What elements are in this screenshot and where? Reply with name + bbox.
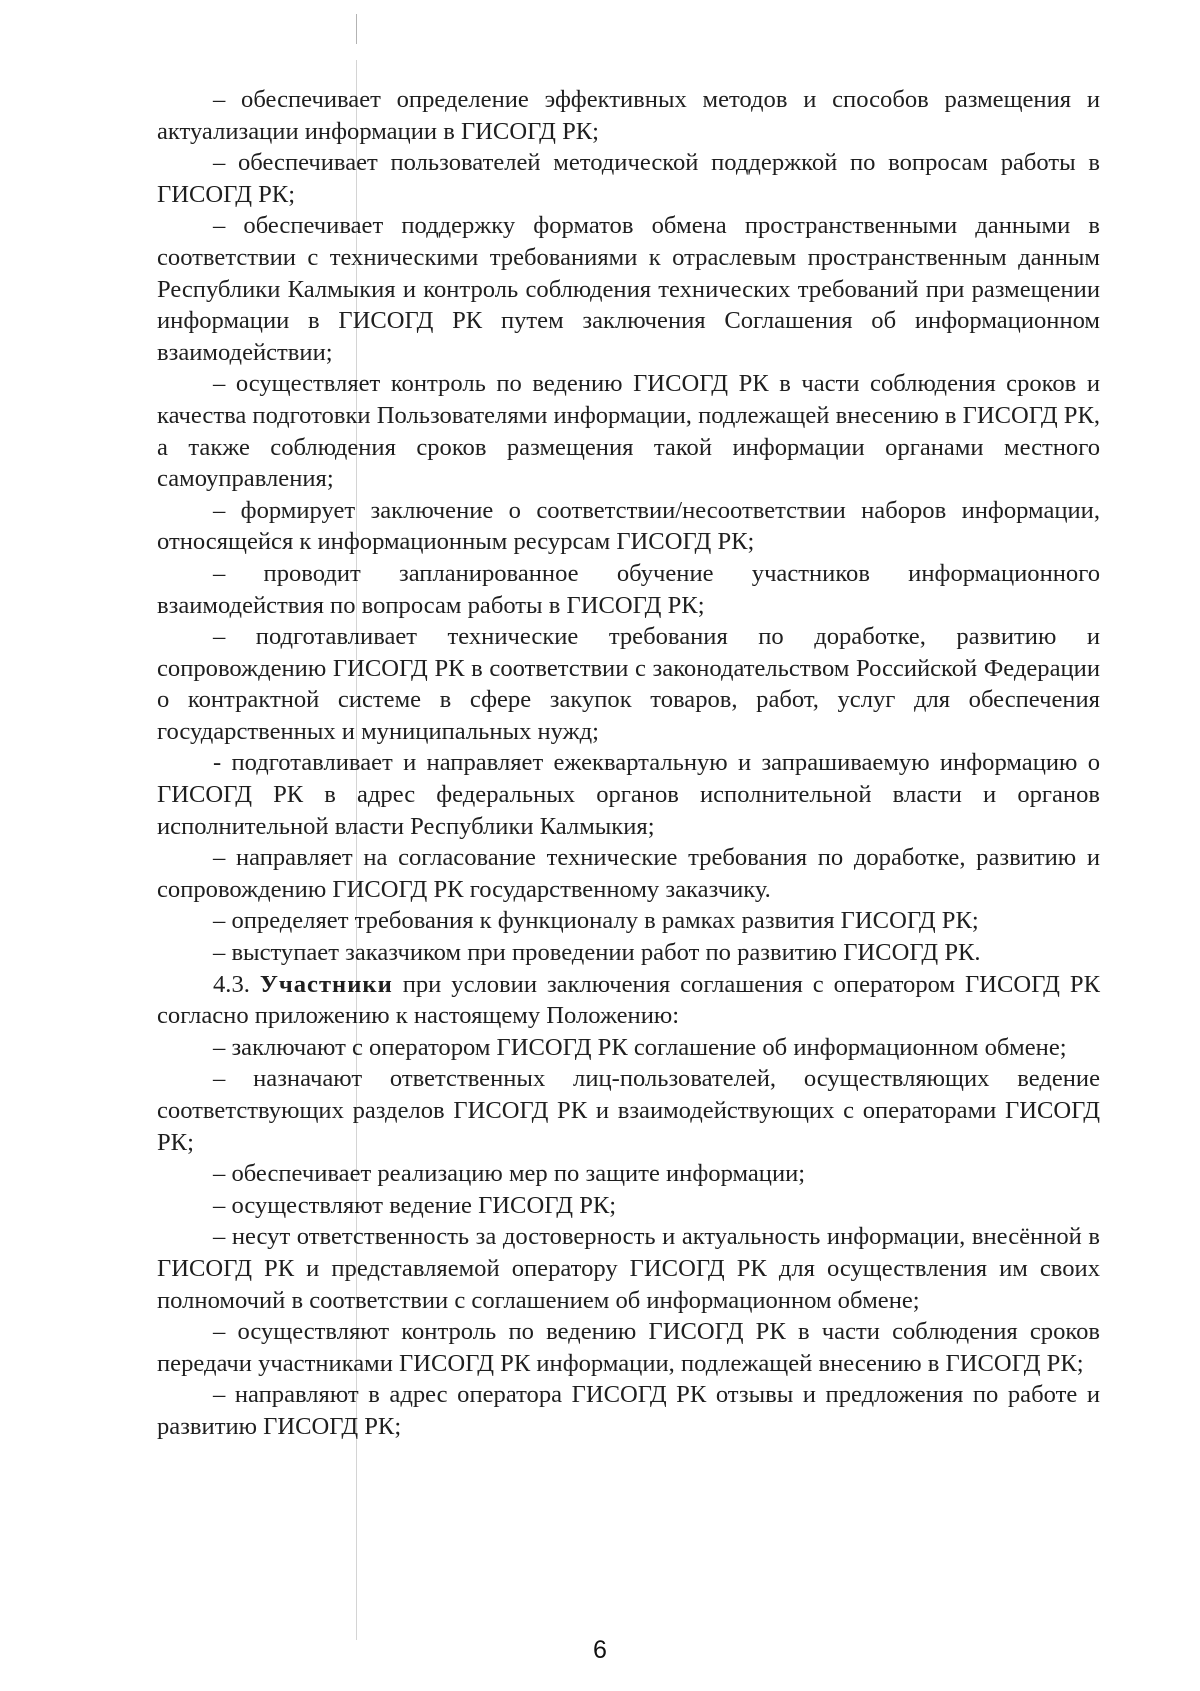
list-item: – обеспечивает определение эффективных методов и способов размещения и актуализации информации в ГИСОГД РК; [157,86,1100,145]
list-item: – осуществляет контроль по ведению ГИСОГД РК в части соблюдения сроков и качества подготовки Пользователями информации, подлежащей внесению в ГИСОГД РК, а также соблюдения сроков размещения такой информации органами местного самоуправления; [157,370,1100,493]
section-text: при условии заключения соглашения с оператором ГИСОГД РК согласно приложению к настоящему Положению: [157,970,1100,1030]
list-item: – направляют в адрес оператора ГИСОГД РК отзывы и предложения по работе и развитию ГИСОГД РК; [157,1381,1100,1440]
list-item: – осуществляют ведение ГИСОГД РК; [213,1191,617,1219]
scan-artifact-line [356,14,357,44]
list-item: – выступает заказчиком при проведении работ по развитию ГИСОГД РК. [213,939,981,967]
list-item: - подготавливает и направляет ежеквартальную и запрашиваемую информацию о ГИСОГД РК в адрес федеральных органов исполнительной власти и органов исполнительной власти Республики Калмыкия; [157,749,1100,840]
list-item: – подготавливает технические требования по доработке, развитию и сопровождению ГИСОГД РК в соответствии с законодательством Российской Федерации о контрактной системе в сфере закупок товаров, работ, услуг для обеспечения государственных и муниципальных нужд; [157,623,1100,745]
list-item: – обеспечивает поддержку форматов обмена пространственными данными в соответствии с техническими требованиями к отраслевым пространственным данным Республики Калмыкия и контроль соблюдения технических требований при размещении информации в ГИСОГД РК путем заключения Соглашения об информационном взаимодействии; [157,212,1100,366]
document-body [157,84,1100,1443]
list-item: – обеспечивает реализацию мер по защите информации; [213,1160,806,1188]
list-item: – формирует заключение о соответствии/несоответствии наборов информации, относящейся к информационным ресурсам ГИСОГД РК; [157,496,1100,556]
list-item: – осуществляют контроль по ведению ГИСОГД РК в части соблюдения сроков передачи участниками ГИСОГД РК информации, подлежащей внесению в ГИСОГД РК; [157,1318,1100,1377]
page-number: 6 [593,1636,607,1664]
list-item: – заключают с оператором ГИСОГД РК соглашение об информационном обмене; [213,1033,1067,1061]
list-item: – назначают ответственных лиц-пользователей, осуществляющих ведение соответствующих разделов ГИСОГД РК и взаимодействующих с операторами ГИСОГД РК; [157,1065,1100,1156]
list-item: – проводит запланированное обучение участников информационного взаимодействия по вопросам работы в ГИСОГД РК; [157,559,1100,619]
list-item: – определяет требования к функционалу в рамках развития ГИСОГД РК; [213,907,979,935]
list-item: – несут ответственность за достоверность и актуальность информации, внесённой в ГИСОГД РК и представляемой оператору ГИСОГД РК для осуществления им своих полномочий в соответствии с соглашением об информационном обмене; [157,1223,1100,1314]
list-item: – обеспечивает пользователей методической поддержкой по вопросам работы в ГИСОГД РК; [157,149,1100,208]
section-bold-term: Участники [259,970,393,998]
list-item: – направляет на согласование технические требования по доработке, развитию и сопровождению ГИСОГД РК государственному заказчику. [157,844,1100,903]
section-number: 4.3. [213,970,250,998]
section-heading-paragraph [157,969,1100,1032]
